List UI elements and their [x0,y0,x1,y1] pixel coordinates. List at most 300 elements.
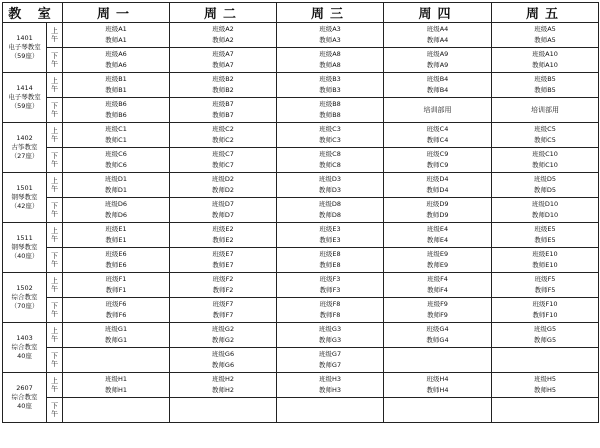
class-name: 班级A1 [105,25,127,33]
period-morning [47,373,63,398]
schedule-row [3,373,599,398]
teacher-name: 教师C3 [319,136,341,144]
class-name: 班级G2 [211,325,235,333]
class-name: 班级E7 [212,250,234,258]
schedule-cell [277,23,384,48]
class-name: 班级E1 [105,225,127,233]
schedule-cell [63,273,170,298]
teacher-name: 教师C10 [532,161,558,169]
period-char: 上 [51,77,58,85]
schedule-cell [170,273,277,298]
teacher-name: 教师C7 [212,161,234,169]
schedule-cell [492,323,599,348]
room-label-line: 40座 [17,352,32,360]
schedule-cell [384,23,492,48]
period-afternoon [47,398,63,423]
schedule-row [3,73,599,98]
teacher-name: 教师E10 [532,261,558,269]
class-name: 班级B8 [319,100,341,108]
class-name: 班级B5 [534,75,556,83]
room-label-line: 电子琴教室 [8,93,41,101]
room-label-line: （59座） [10,102,39,110]
class-name: 班级H5 [533,375,557,383]
schedule-cell [384,273,492,298]
room-label [3,123,47,173]
schedule-cell [170,48,277,73]
period-afternoon [47,148,63,173]
schedule-cell [277,348,384,373]
schedule-cell [170,23,277,48]
schedule-cell [384,248,492,273]
schedule-body [3,23,599,423]
schedule-cell [384,323,492,348]
schedule-cell [492,123,599,148]
teacher-name: 教师C5 [534,136,556,144]
schedule-row [3,248,599,273]
class-name: 班级D9 [426,200,449,208]
teacher-name: 教师E4 [426,236,449,244]
teacher-name: 教师A1 [105,36,127,44]
room-label [3,373,47,423]
period-char: 下 [51,102,58,110]
teacher-name: 教师E5 [534,236,556,244]
period-char: 下 [51,152,58,160]
schedule-cell [277,148,384,173]
class-name: 班级G6 [211,350,235,358]
schedule-cell [170,248,277,273]
schedule-cell [170,173,277,198]
teacher-name: 教师H1 [104,386,128,394]
class-name: 班级B3 [319,75,341,83]
schedule-cell [277,173,384,198]
schedule-row [3,198,599,223]
cell-note: 培训部用 [531,106,559,114]
period-char: 上 [51,277,58,285]
teacher-name: 教师H3 [318,386,342,394]
teacher-name: 教师E9 [426,261,449,269]
class-name: 班级D6 [104,200,128,208]
class-name: 班级C7 [212,150,234,158]
schedule-cell [384,348,492,373]
teacher-name: 教师A5 [534,36,556,44]
class-name: 班级G1 [104,325,128,333]
period-char: 午 [51,335,58,343]
teacher-name: 教师G4 [426,336,449,344]
class-name: 班级A10 [532,50,558,58]
class-name: 班级C4 [426,125,449,133]
schedule-cell [170,198,277,223]
room-label-line: 1501 [16,184,33,192]
teacher-name: 教师D7 [211,211,235,219]
class-name: 班级A6 [105,50,127,58]
teacher-name: 教师G6 [211,361,235,369]
class-name: 班级F5 [534,275,556,283]
class-name: 班级F2 [212,275,234,283]
schedule-cell [277,273,384,298]
class-name: 班级F4 [427,275,448,283]
teacher-name: 教师C9 [426,161,449,169]
schedule-cell [63,348,170,373]
room-label-line: 1511 [16,234,33,242]
class-name: 班级B2 [212,75,234,83]
room-label [3,223,47,273]
schedule-cell [277,48,384,73]
class-name: 班级C8 [319,150,341,158]
teacher-name: 教师C6 [105,161,127,169]
schedule-cell [384,48,492,73]
teacher-name: 教师A9 [426,61,449,69]
header-day-tue: 周二 [170,3,277,23]
period-char: 午 [51,260,58,268]
room-label-line: 古筝教室 [11,143,38,151]
period-morning [47,73,63,98]
teacher-name: 教师F1 [105,286,127,294]
class-name: 班级E3 [319,225,341,233]
schedule-cell [277,223,384,248]
room-label [3,73,47,123]
class-name: 班级D7 [211,200,235,208]
teacher-name: 教师A2 [212,36,234,44]
teacher-name: 教师B3 [319,86,341,94]
class-name: 班级A3 [319,25,341,33]
period-morning [47,23,63,48]
class-name: 班级B1 [105,75,127,83]
class-name: 班级C2 [212,125,234,133]
teacher-name: 教师F7 [212,311,234,319]
class-name: 班级D8 [318,200,342,208]
teacher-name: 教师E8 [319,261,341,269]
period-afternoon [47,248,63,273]
period-morning [47,223,63,248]
period-char: 午 [51,285,58,293]
schedule-row [3,298,599,323]
period-char: 下 [51,202,58,210]
schedule-cell [492,198,599,223]
period-morning [47,173,63,198]
class-name: 班级F6 [105,300,127,308]
schedule-cell [277,398,384,423]
schedule-cell [63,323,170,348]
class-name: 班级F8 [319,300,341,308]
schedule-cell [170,323,277,348]
period-char: 午 [51,85,58,93]
teacher-name: 教师C1 [105,136,127,144]
teacher-name: 教师A7 [212,61,234,69]
teacher-name: 教师G3 [318,336,342,344]
schedule-cell [492,48,599,73]
class-name: 班级H3 [318,375,342,383]
class-name: 班级E8 [319,250,341,258]
class-name: 班级E9 [426,250,449,258]
class-name: 班级C6 [105,150,127,158]
teacher-name: 教师E1 [105,236,127,244]
teacher-name: 教师G7 [318,361,342,369]
teacher-name: 教师D6 [104,211,128,219]
schedule-cell [277,198,384,223]
teacher-name: 教师D4 [426,186,449,194]
class-name: 班级D4 [426,175,449,183]
teacher-name: 教师G1 [104,336,128,344]
class-name: 班级G5 [533,325,557,333]
class-name: 班级C9 [426,150,449,158]
period-char: 下 [51,302,58,310]
room-label-line: 2607 [16,384,33,392]
schedule-cell [277,373,384,398]
period-char: 下 [51,352,58,360]
schedule-sheet [2,2,598,423]
schedule-row [3,323,599,348]
teacher-name: 教师A4 [426,36,449,44]
teacher-name: 教师B8 [319,111,341,119]
schedule-row [3,48,599,73]
schedule-cell [63,123,170,148]
teacher-name: 教师F4 [427,286,448,294]
schedule-cell [492,298,599,323]
teacher-name: 教师D9 [426,211,449,219]
cell-note: 培训部用 [423,106,452,114]
period-char: 上 [51,377,58,385]
schedule-cell [384,398,492,423]
room-label [3,23,47,73]
schedule-cell [170,73,277,98]
teacher-name: 教师H5 [533,386,557,394]
class-name: 班级A4 [426,25,449,33]
class-name: 班级G4 [426,325,449,333]
period-char: 午 [51,235,58,243]
class-name: 班级H1 [104,375,128,383]
teacher-name: 教师D2 [211,186,235,194]
schedule-row [3,223,599,248]
schedule-cell [170,398,277,423]
teacher-name: 教师B7 [212,111,234,119]
room-label-line: （70座） [10,302,39,310]
period-char: 午 [51,160,58,168]
schedule-cell [277,123,384,148]
schedule-row [3,273,599,298]
class-name: 班级E10 [532,250,558,258]
class-name: 班级D3 [318,175,342,183]
header-day-fri: 周五 [492,3,599,23]
teacher-name: 教师H4 [426,386,449,394]
schedule-cell [63,373,170,398]
teacher-name: 教师F3 [319,286,341,294]
schedule-cell [63,148,170,173]
schedule-cell [384,223,492,248]
schedule-cell [384,198,492,223]
class-name: 班级D10 [531,200,559,208]
schedule-cell [63,173,170,198]
class-name: 班级F9 [427,300,448,308]
schedule-cell [63,198,170,223]
class-name: 班级D5 [533,175,557,183]
period-char: 上 [51,27,58,35]
teacher-name: 教师A6 [105,61,127,69]
schedule-cell [492,398,599,423]
teacher-name: 教师A8 [319,61,341,69]
period-afternoon [47,198,63,223]
period-afternoon [47,48,63,73]
class-name: 班级G3 [318,325,342,333]
room-label-line: 钢琴教室 [11,193,38,201]
period-char: 午 [51,210,58,218]
period-afternoon [47,298,63,323]
header-day-wed: 周三 [277,3,384,23]
schedule-row [3,23,599,48]
teacher-name: 教师E2 [212,236,234,244]
schedule-cell [492,23,599,48]
schedule-cell [63,398,170,423]
class-name: 班级C3 [319,125,341,133]
teacher-name: 教师D10 [531,211,559,219]
class-name: 班级B4 [426,75,449,83]
teacher-name: 教师B5 [534,86,556,94]
teacher-name: 教师E3 [319,236,341,244]
teacher-name: 教师F8 [319,311,341,319]
class-name: 班级E4 [426,225,449,233]
class-name: 班级F3 [319,275,341,283]
schedule-cell [63,48,170,73]
period-morning [47,123,63,148]
schedule-cell [170,123,277,148]
teacher-name: 教师B1 [105,86,127,94]
teacher-name: 教师F6 [105,311,127,319]
schedule-cell [277,298,384,323]
schedule-cell [63,98,170,123]
room-label-line: （27座） [10,152,39,160]
room-label-line: 电子琴教室 [8,43,41,51]
period-morning [47,273,63,298]
schedule-cell [492,248,599,273]
class-name: 班级G7 [318,350,342,358]
schedule-cell [170,373,277,398]
teacher-name: 教师H2 [211,386,235,394]
class-name: 班级H2 [211,375,235,383]
schedule-cell [63,248,170,273]
class-name: 班级C1 [105,125,127,133]
teacher-name: 教师B2 [212,86,234,94]
schedule-row [3,348,599,373]
room-label-line: 1402 [16,134,33,142]
class-name: 班级B6 [105,100,127,108]
schedule-cell [170,223,277,248]
schedule-cell [170,298,277,323]
teacher-name: 教师F9 [427,311,448,319]
teacher-name: 教师A3 [319,36,341,44]
header-day-mon: 周一 [63,3,170,23]
schedule-cell [63,73,170,98]
schedule-cell [63,298,170,323]
room-label-line: 1414 [16,84,33,92]
period-char: 午 [51,35,58,43]
schedule-cell [384,298,492,323]
room-label-line: （59座） [10,52,39,60]
teacher-name: 教师D1 [104,186,128,194]
schedule-cell [63,223,170,248]
period-char: 午 [51,385,58,393]
class-name: 班级A8 [319,50,341,58]
schedule-cell [277,73,384,98]
class-name: 班级F7 [212,300,234,308]
teacher-name: 教师D3 [318,186,342,194]
header-classroom: 教 室 [3,3,63,23]
period-char: 下 [51,252,58,260]
schedule-cell [170,98,277,123]
schedule-cell [492,148,599,173]
period-char: 午 [51,185,58,193]
class-name: 班级A5 [534,25,556,33]
period-afternoon [47,98,63,123]
class-name: 班级E6 [105,250,127,258]
schedule-cell [170,348,277,373]
room-label [3,273,47,323]
period-char: 午 [51,110,58,118]
room-label-line: 1403 [16,334,33,342]
period-char: 上 [51,227,58,235]
schedule-cell [170,148,277,173]
schedule-cell [492,373,599,398]
room-label [3,173,47,223]
class-name: 班级C5 [534,125,556,133]
schedule-cell [492,73,599,98]
class-name: 班级D1 [104,175,128,183]
header-row [3,3,599,23]
schedule-cell [492,273,599,298]
schedule-table [2,2,599,423]
teacher-name: 教师C8 [319,161,341,169]
schedule-cell [492,223,599,248]
room-label-line: 综合教室 [11,343,38,351]
schedule-cell [384,148,492,173]
period-char: 午 [51,360,58,368]
room-label-line: （42座） [10,202,39,210]
schedule-row [3,398,599,423]
room-label [3,323,47,373]
class-name: 班级A7 [212,50,234,58]
teacher-name: 教师C2 [212,136,234,144]
teacher-name: 教师G2 [211,336,235,344]
teacher-name: 教师F2 [212,286,234,294]
teacher-name: 教师D5 [533,186,557,194]
room-label-line: 综合教室 [11,293,38,301]
schedule-row [3,148,599,173]
period-char: 上 [51,327,58,335]
teacher-name: 教师E6 [105,261,127,269]
class-name: 班级A2 [212,25,234,33]
period-char: 下 [51,402,58,410]
schedule-cell [277,98,384,123]
period-char: 下 [51,52,58,60]
room-label-line: 40座 [17,402,32,410]
class-name: 班级F1 [105,275,127,283]
class-name: 班级C10 [532,150,558,158]
schedule-cell [277,248,384,273]
schedule-cell [492,348,599,373]
schedule-cell [384,173,492,198]
schedule-cell [492,98,599,123]
teacher-name: 教师B4 [426,86,449,94]
teacher-name: 教师E7 [212,261,234,269]
class-name: 班级E2 [212,225,234,233]
period-char: 午 [51,410,58,418]
schedule-cell [63,23,170,48]
period-char: 午 [51,310,58,318]
header-day-thu: 周四 [384,3,492,23]
room-label-line: 1401 [16,34,33,42]
teacher-name: 教师F10 [532,311,558,319]
room-label-line: 钢琴教室 [11,243,38,251]
schedule-cell [384,373,492,398]
class-name: 班级B7 [212,100,234,108]
